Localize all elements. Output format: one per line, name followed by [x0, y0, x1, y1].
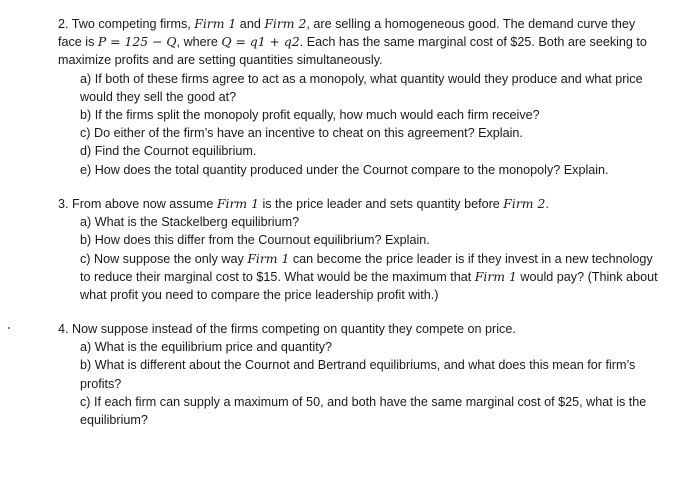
- q3-firm2-label: Firm 2: [503, 196, 546, 211]
- q3-stem-text-c: .: [545, 197, 549, 211]
- q2-stem-text-c: , are selling a homogeneous good. The demand curve they face is: [58, 17, 636, 50]
- question-2: [58, 15, 658, 179]
- q3-stem-text-b: is the price leader and sets quantity before: [258, 197, 504, 211]
- question-3: [58, 195, 658, 304]
- question-3-part-b: b) How does this differ from the Cournout equilibrium? Explain.: [80, 233, 430, 248]
- question-4-part-b: b) What is different about the Cournot and Bertrand equilibriums, and what does this mean for firm’s profits?: [80, 358, 636, 391]
- question-4-stem: 4. Now suppose instead of the firms competing on quantity they compete on price.: [58, 322, 516, 336]
- q2-stem-text-a: 2. Two competing firms,: [58, 17, 195, 31]
- question-3-stem: [58, 195, 658, 213]
- question-4-part-a: a) What is the equilibrium price and quantity?: [80, 340, 333, 355]
- q3-firm1-label: Firm 1: [216, 196, 259, 211]
- q3-part-c-text-3: would pay? (Think about what profit you need to compare the price leadership profit with.): [80, 269, 658, 303]
- q2-stem-text-e: . Each has the same marginal cost of $25. Both are seeking to maximize profits and are setting quantities simultaneously.: [58, 35, 647, 68]
- q2-stem-text-d: , where: [176, 35, 222, 50]
- question-3-part-c: [80, 250, 658, 305]
- q3-part-c-text-1: c) Now suppose the only way: [80, 251, 248, 266]
- q2-firm1-label: Firm 1: [194, 16, 237, 31]
- question-4-part-c: c) If each firm can supply a maximum of 50, and both have the same marginal cost of $25, what is the equilibrium?: [80, 394, 647, 428]
- stray-dot: [8, 327, 10, 329]
- question-4: [58, 320, 658, 429]
- question-3-part-a: a) What is the Stackelberg equilibrium?: [80, 215, 300, 230]
- question-2-part-e: e) How does the total quantity produced under the Cournot compare to the monopoly? Explain.: [80, 162, 609, 177]
- q3-part-c-text-2: can become the price leader is if they invest in a new technology to reduce their marginal cost to $15. What would be the maximum that: [80, 251, 653, 284]
- question-2-part-c: c) Do either of the firm’s have an incentive to cheat on this agreement? Explain.: [80, 126, 523, 141]
- question-2-part-a: a) If both of these firms agree to act as a monopoly, what quantity would they produce and what price would they sell the good at?: [80, 71, 643, 104]
- question-2-part-d: d) Find the Cournot equilibrium.: [80, 144, 257, 159]
- q3-part-c-firm1-label-2: Firm 1: [474, 268, 517, 284]
- q2-demand-equation: P = 125 − Q: [97, 34, 177, 50]
- q2-quantity-equation: Q = q1 + q2: [221, 34, 300, 50]
- q2-firm2-label: Firm 2: [264, 16, 307, 31]
- q3-stem-text-a: 3. From above now assume: [58, 197, 217, 211]
- q2-stem-text-b: and: [236, 17, 265, 31]
- q3-part-c-firm1-label: Firm 1: [247, 250, 290, 266]
- question-2-stem: [58, 15, 658, 70]
- question-2-part-b: b) If the firms split the monopoly profit equally, how much would each firm receive?: [80, 108, 540, 123]
